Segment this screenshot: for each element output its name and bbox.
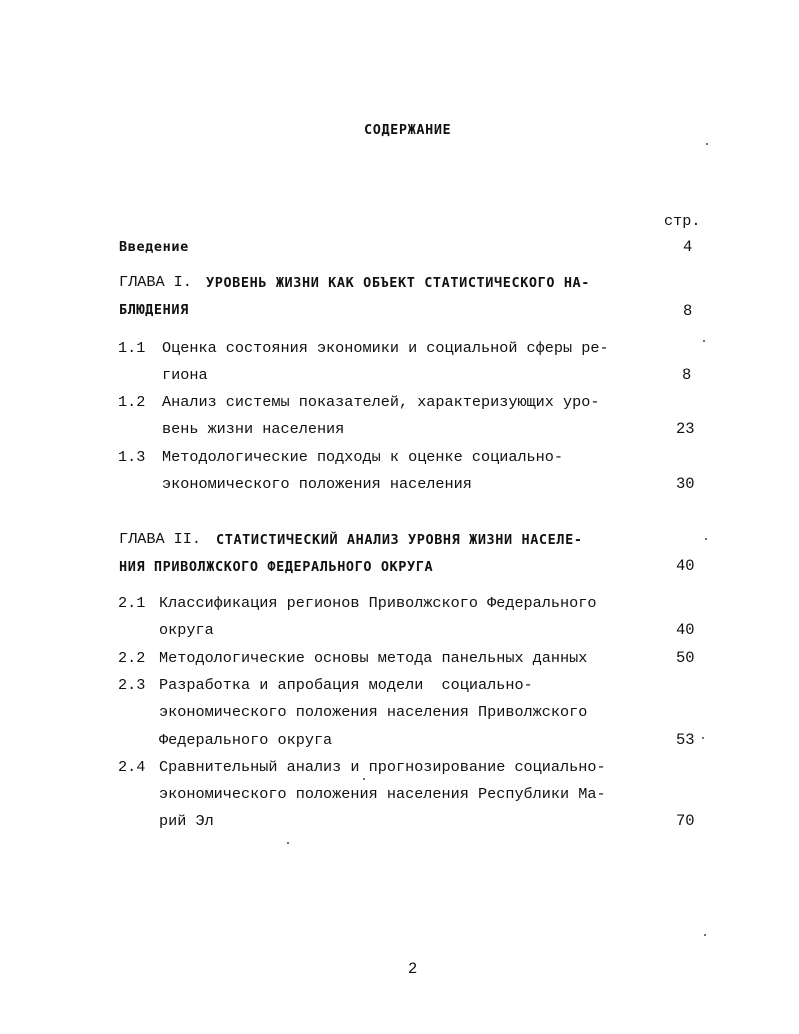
section-page: 8 [682, 366, 692, 384]
section-title-line2: экономического положения населения Республики Ма- [159, 785, 606, 803]
section-page: 70 [676, 812, 695, 830]
section-page: 23 [676, 420, 695, 438]
section-title-line3: рий Эл [159, 812, 214, 830]
section-number: 1.1 [118, 339, 146, 357]
toc-title: СОДЕРЖАНИЕ [364, 122, 452, 138]
scan-speck [705, 538, 707, 540]
section-title-line3: Федерального округа [159, 731, 333, 749]
section-number: 2.3 [118, 676, 146, 694]
page-number: 2 [408, 960, 418, 978]
section-title-line1: Разработка и апробация модели социально- [159, 676, 533, 694]
section-number: 1.2 [118, 393, 146, 411]
section-title-line2: округа [159, 621, 214, 639]
section-number: 2.4 [118, 758, 146, 776]
chapter-1-prefix: ГЛАВА I. [119, 273, 192, 291]
chapter-2-title-line2: НИЯ ПРИВОЛЖСКОГО ФЕДЕРАЛЬНОГО ОКРУГА [119, 559, 434, 575]
section-page: 40 [676, 621, 695, 639]
chapter-1-title-line1: УРОВЕНЬ ЖИЗНИ КАК ОБЪЕКТ СТАТИСТИЧЕСКОГО НА- [206, 275, 591, 291]
scan-speck [706, 143, 708, 145]
section-number: 2.2 [118, 649, 146, 667]
section-title-line1: Методологические подходы к оценке социально- [162, 448, 564, 466]
page-column-label: стр. [664, 212, 701, 230]
scan-speck [363, 778, 365, 780]
section-title-line1: Анализ системы показателей, характеризующих уро- [162, 393, 600, 411]
section-page: 30 [676, 475, 695, 493]
section-title-line2: вень жизни населения [162, 420, 345, 438]
chapter-2-page: 40 [676, 557, 695, 575]
chapter-2-prefix: ГЛАВА II. [119, 530, 202, 548]
scan-speck [287, 842, 289, 844]
chapter-1-page: 8 [683, 302, 693, 320]
section-page: 53 [676, 731, 695, 749]
section-title-line1: Классификация регионов Приволжского Федерального [159, 594, 597, 612]
toc-intro-label: Введение [119, 239, 189, 255]
section-title-line2: гиона [162, 366, 208, 384]
section-title-line2: экономического положения населения Приволжского [159, 703, 588, 721]
scan-speck [703, 340, 705, 342]
section-number: 2.1 [118, 594, 146, 612]
toc-intro-page: 4 [683, 238, 693, 256]
section-title-line1: Оценка состояния экономики и социальной сферы ре- [162, 339, 609, 357]
chapter-2-title-line1: СТАТИСТИЧЕСКИЙ АНАЛИЗ УРОВНЯ ЖИЗНИ НАСЕЛЕ- [216, 532, 583, 548]
chapter-1-title-line2: БЛЮДЕНИЯ [119, 302, 189, 318]
scan-speck [702, 737, 704, 739]
section-number: 1.3 [118, 448, 146, 466]
section-page: 50 [676, 649, 695, 667]
section-title-line2: экономического положения населения [162, 475, 472, 493]
section-title-line1: Методологические основы метода панельных данных [159, 649, 588, 667]
section-title-line1: Сравнительный анализ и прогнозирование социально- [159, 758, 606, 776]
scan-speck [704, 934, 706, 936]
